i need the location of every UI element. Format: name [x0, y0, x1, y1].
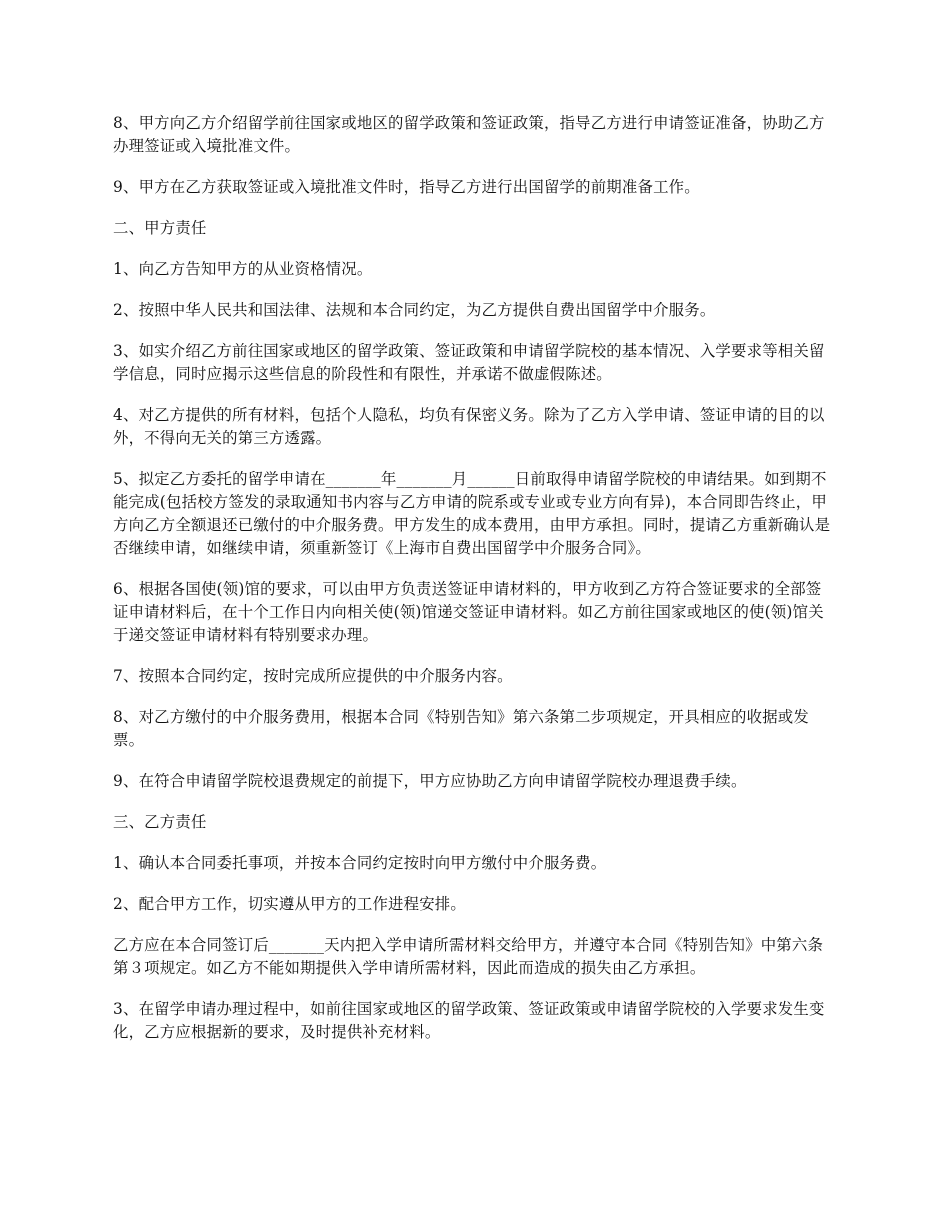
paragraph-a8-receipt: 8、对乙方缴付的中介服务费用，根据本合同《特别告知》第六条第二步项规定，开具相应的收据或发票。	[113, 708, 809, 749]
paragraph-a5-deadline: 5、拟定乙方委托的留学申请在_______年_______月______日前取得申请留学院校的申请结果。如到期不能完成(包括校方签发的录取通知书内容与乙方申请的院系或专业或专业方向有异)，本合同即告终止，甲方向乙方全额退还已缴付的中介服务费。甲方发生的成本费用，由甲方承担。同时，提请乙方重新确认是否继续申请，如继续申请，须重新签订《上海市自费出国留学中介服务合同》。	[113, 470, 831, 557]
document-body	[113, 112, 835, 1062]
section-heading-party-b-duties: 三、乙方责任	[113, 813, 207, 831]
paragraph-b3-supplements: 3、在留学申请办理过程中，如前往国家或地区的留学政策、签证政策或申请留学院校的入学要求发生变化，乙方应根据新的要求，及时提供补充材料。	[113, 1000, 825, 1041]
paragraph-b-materials: 乙方应在本合同签订后_______天内把入学申请所需材料交给甲方，并遵守本合同《特别告知》中第六条第３项规定。如乙方不能如期提供入学申请所需材料，因此而造成的损失由乙方承担。	[113, 936, 824, 977]
paragraph-a2-services: 2、按照中华人民共和国法律、法规和本合同约定，为乙方提供自费出国留学中介服务。	[113, 301, 716, 319]
paragraph-a7-completion: 7、按照本合同约定，按时完成所应提供的中介服务内容。	[113, 667, 513, 685]
paragraph-b2-cooperation: 2、配合甲方工作，切实遵从甲方的工作进程安排。	[113, 895, 466, 913]
paragraph-a1-qualification: 1、向乙方告知甲方的从业资格情况。	[113, 260, 373, 278]
paragraph-a4-confidentiality: 4、对乙方提供的所有材料，包括个人隐私，均负有保密义务。除为了乙方入学申请、签证申请的目的以外，不得向无关的第三方透露。	[113, 406, 825, 447]
paragraph-9-pre-departure: 9、甲方在乙方获取签证或入境批准文件时，指导乙方进行出国留学的前期准备工作。	[113, 178, 700, 196]
paragraph-b1-payment: 1、确认本合同委托事项，并按本合同约定按时向甲方缴付中介服务费。	[113, 854, 607, 872]
paragraph-a6-visa-submission: 6、根据各国使(领)馆的要求，可以由甲方负责送签证申请材料的，甲方收到乙方符合签证要求的全部签证申请材料后，在十个工作日内向相关使(领)馆递交签证申请材料。如乙方前往国家或地区的使(领)馆关于递交签证申请材料有特别要求办理。	[113, 580, 824, 644]
paragraph-8-visa-policy: 8、甲方向乙方介绍留学前往国家或地区的留学政策和签证政策，指导乙方进行申请签证准备，协助乙方办理签证或入境批准文件。	[113, 114, 825, 155]
paragraph-a9-refund: 9、在符合申请留学院校退费规定的前提下，甲方应协助乙方向申请留学院校办理退费手续。	[113, 772, 747, 790]
section-heading-party-a-duties: 二、甲方责任	[113, 219, 207, 237]
paragraph-a3-information: 3、如实介绍乙方前往国家或地区的留学政策、签证政策和申请留学院校的基本情况、入学要求等相关留学信息，同时应揭示这些信息的阶段性和有限性，并承诺不做虚假陈述。	[113, 342, 825, 383]
